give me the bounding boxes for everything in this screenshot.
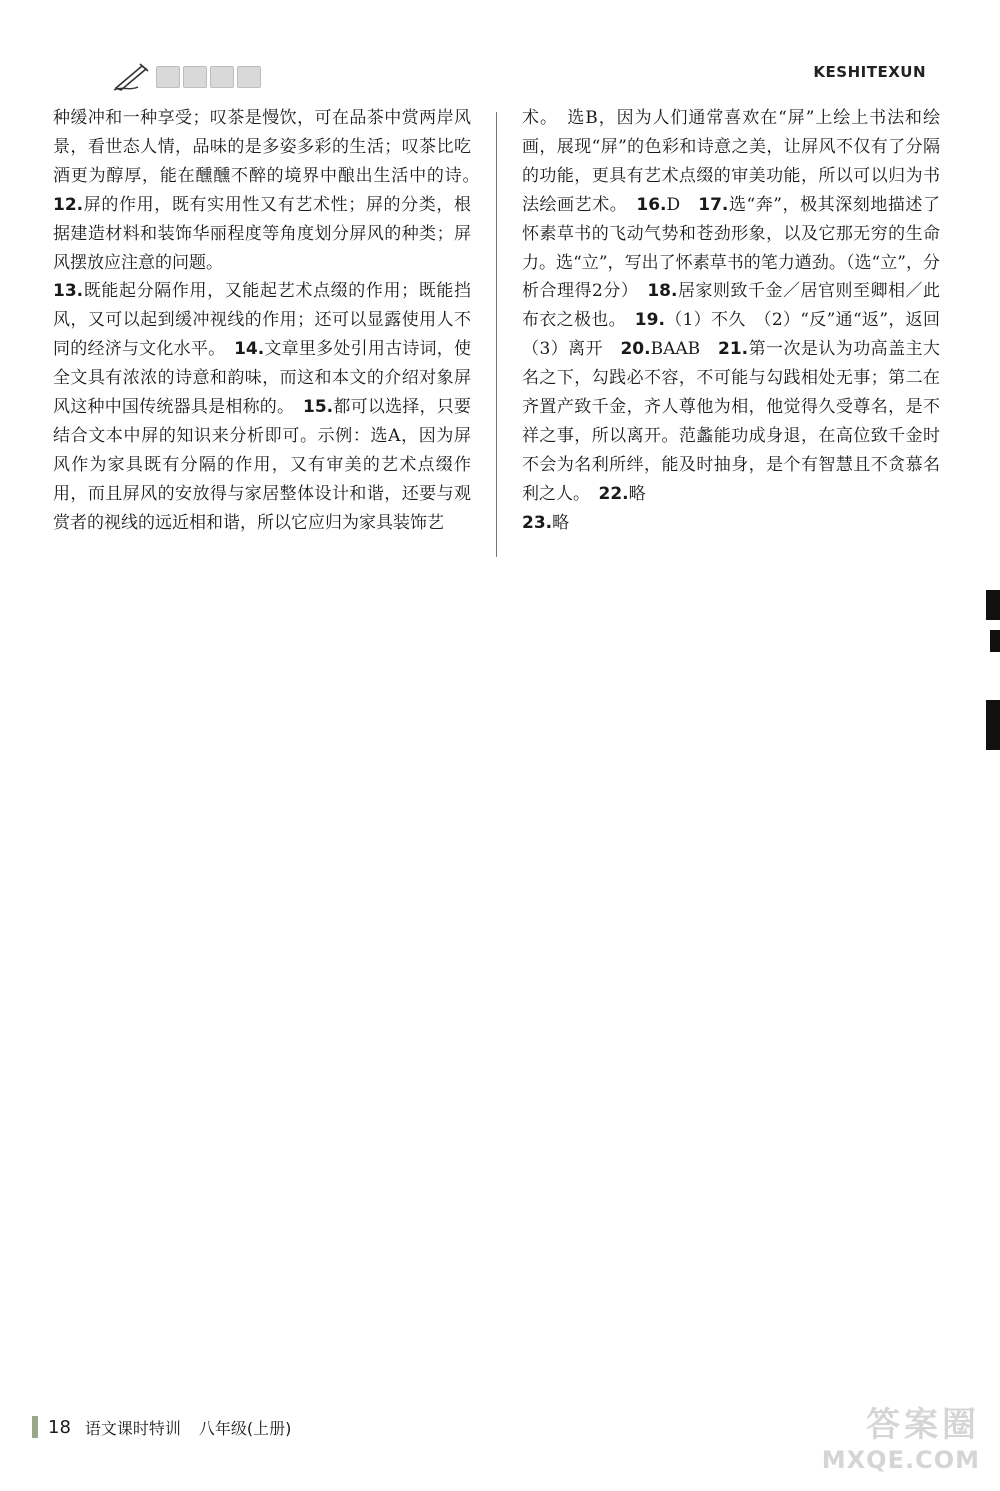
answer-text: 选“奔”，极其深刻地描述了怀素草书的飞动气势和苍劲形象，以及它那无穷的生命力。选“立”，写出了怀素草书的笔力遒劲。（选“立”，分析合理得2分） (522, 194, 940, 302)
page-edge-tab-3 (986, 700, 1000, 750)
question-number: 21. (718, 339, 749, 360)
answer-paragraph (53, 104, 488, 277)
question-number: 13. (53, 281, 84, 302)
question-number: 12. (53, 194, 84, 215)
page-footer (32, 1413, 291, 1441)
grade-label: 八年级(上册) (198, 1418, 292, 1438)
question-number: 16. (636, 194, 667, 215)
question-number: 17. (698, 194, 729, 215)
answer-text: 术。 选B，因为人们通常喜欢在“屏”上绘上书法和绘画，展现“屏”的色彩和诗意之美，让屏风不仅有了分隔的功能，更具有艺术点缀的审美功能，所以可以归为书法绘画艺术。 (522, 108, 940, 215)
answer-text: 屏的作用，既有实用性又有艺术性；屏的分类，根据建造材料和装饰华丽程度等角度划分屏风的种类；屏风摆放应注意的问题。 (53, 194, 471, 273)
question-number: 20. (620, 339, 651, 360)
answer-text: 种缓冲和一种享受；叹茶是慢饮，可在品茶中赏两岸风景，看世态人情，品味的是多姿多彩的生活；叹茶比吃酒更为醇厚，能在醺醺不醉的境界中酿出生活中的诗。 (53, 108, 488, 186)
watermark (790, 1405, 980, 1485)
answer-text: 略 (552, 512, 570, 533)
question-number: 15. (303, 397, 334, 418)
question-number: 14. (234, 339, 265, 360)
answer-paragraph (522, 104, 957, 509)
watermark-bottom: MXQE.COM (821, 1446, 980, 1474)
answer-text: 文章里多处引用古诗词，使全文具有浓浓的诗意和韵味，而这和本文的介绍对象屏风这种中国传统器具是相称的。 (53, 339, 472, 418)
answer-text: 既能起分隔作用，又能起艺术点缀的作用；既能挡风，又可以起到缓冲视线的作用；还可以显露使用人不同的经济与文化水平。 (53, 281, 471, 360)
page-edge-tab-1 (986, 590, 1000, 620)
footer-color-bar (32, 1416, 38, 1438)
answer-text: BAAB (650, 339, 719, 360)
logo-block (183, 66, 207, 88)
header-series-title: KESHITEXUN (813, 63, 926, 81)
answer-text: （1）不久 （2）“反”通“返”，返回 （3）离开 (522, 310, 957, 360)
answer-column-left (53, 104, 488, 538)
question-number: 19. (634, 310, 665, 331)
question-number: 23. (522, 512, 553, 533)
header-logo (112, 58, 282, 94)
column-divider (496, 112, 497, 557)
answer-text: 居家则致千金／居官则至卿相／此布衣之极也。 (522, 281, 940, 331)
pen-icon (112, 60, 152, 92)
answer-column-right (522, 104, 957, 538)
question-number: 22. (598, 483, 629, 504)
answer-text: D (666, 194, 699, 215)
answer-text: 略 (628, 483, 646, 504)
logo-title-blocks (156, 66, 261, 88)
page-edge-tab-2 (990, 630, 1000, 652)
book-title: 语文课时特训 (84, 1418, 181, 1438)
logo-block (156, 66, 180, 88)
answer-text: 都可以选择，只要结合文本中屏的知识来分析即可。示例：选A，因为屏风作为家具既有分隔的作用，又有审美的艺术点缀作用，而且屏风的安放得与家居整体设计和谐，还要与观赏者的视线的远近相和谐，所以它应归为家具装饰艺 (53, 397, 472, 533)
answer-text: 第一次是认为功高盖主大名之下，勾践必不容，不可能与勾践相处无事；第二在齐置产致千金，齐人尊他为相，他觉得久受尊名，是不祥之事，所以离开。范蠡能功成身退，在高位致千金时不会为名利所绊，能及时抽身，是个有智慧且不贪慕名利之人。 (522, 339, 940, 504)
watermark-top: 答案圈 (866, 1405, 980, 1445)
logo-block (210, 66, 234, 88)
logo-block (237, 66, 261, 88)
question-number: 18. (647, 281, 678, 302)
page-number: 18 (48, 1416, 71, 1438)
answer-paragraph (53, 277, 471, 537)
answer-paragraph (522, 509, 940, 538)
